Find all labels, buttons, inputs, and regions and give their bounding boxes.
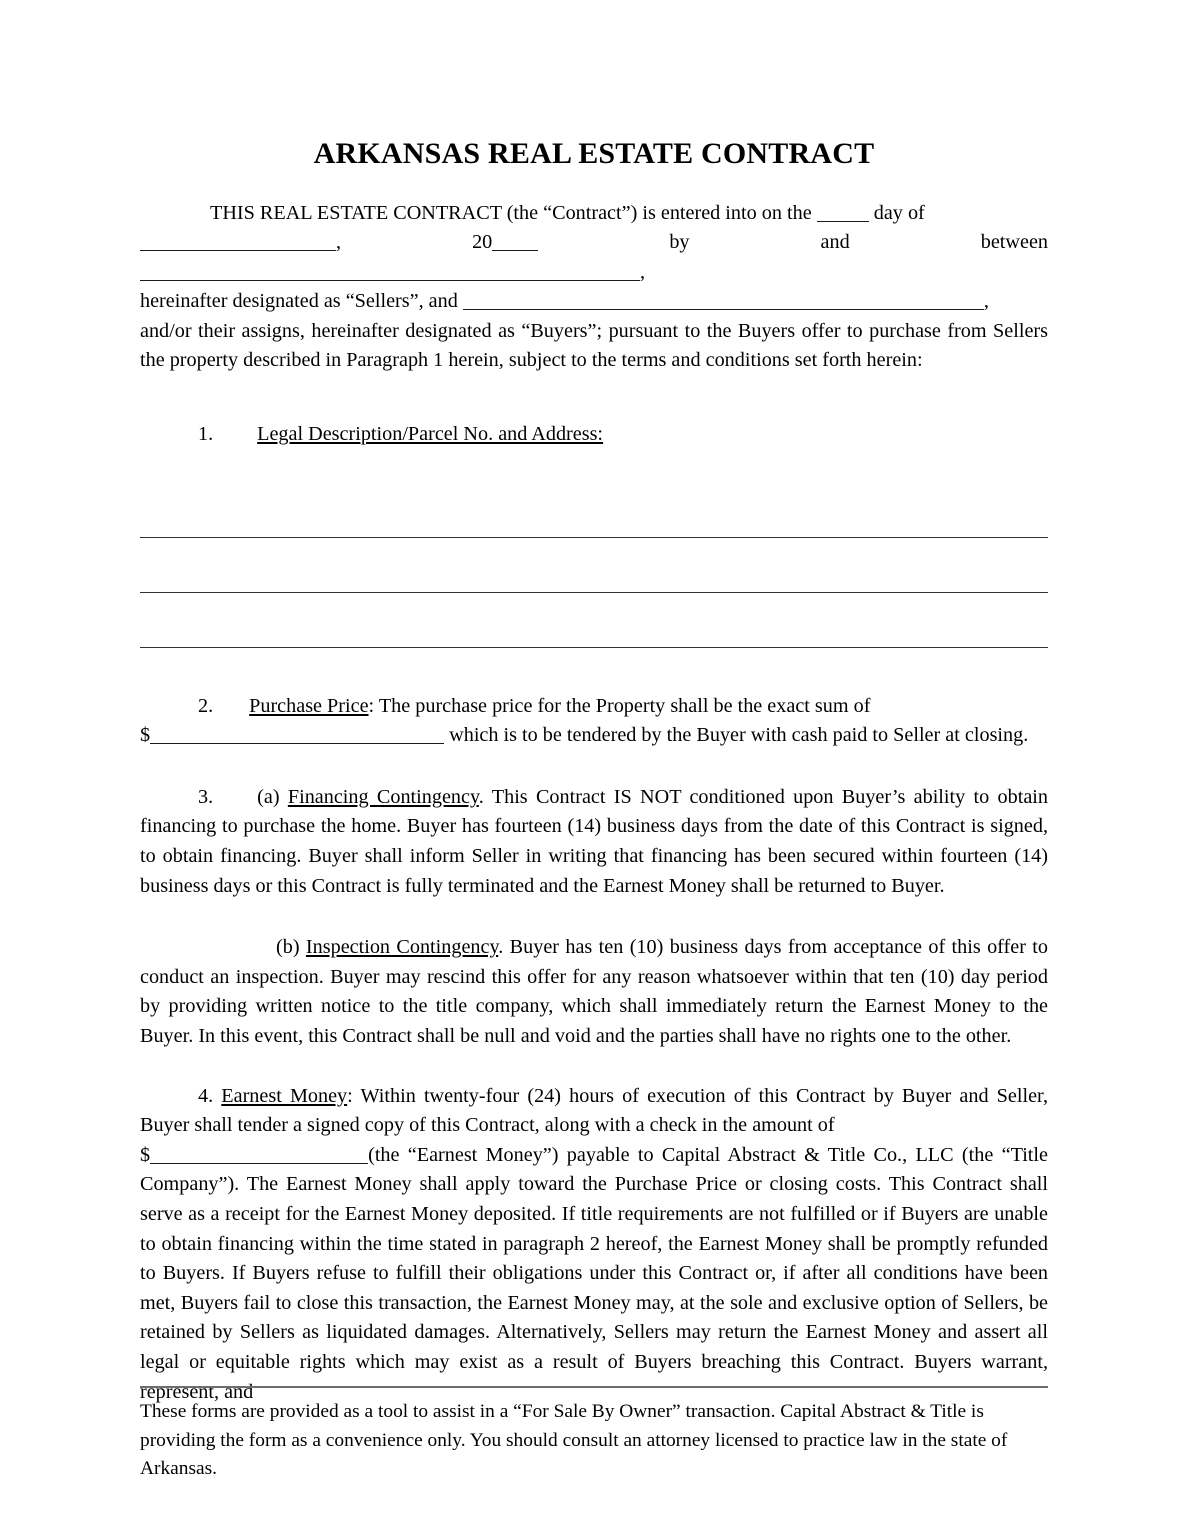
section-2-dollar-sign: $	[140, 724, 151, 747]
section-2-heading: Purchase Price	[249, 694, 369, 717]
section-2-body-after-blank: which is to be tendered by the Buyer with cash paid to Seller at closing.	[449, 724, 1029, 747]
intro-by-and-between: by and between	[669, 231, 1049, 254]
section-4-earnest-money	[140, 1082, 1048, 1408]
page-title: ARKANSAS REAL ESTATE CONTRACT	[313, 137, 875, 170]
section-3b-body: Buyer has ten (10) business days from acceptance of this offer to conduct an inspection. Buyer may rescind this offer for any reason whatsoever within that ten (10) day period by providing written notice to the title company, which shall immediately return the Earnest Money to the Buyer. In this event, this Contract shall be null and void and the parties shall have no rights one to the other.	[140, 936, 1049, 1047]
purchase-price-blank-field[interactable]	[150, 728, 444, 744]
section-2-purchase-price	[140, 692, 1048, 751]
section-3b-inspection-contingency	[140, 933, 1048, 1051]
section-3a-heading: Financing Contingency	[287, 785, 479, 808]
section-3b-sub-label: (b)	[276, 936, 300, 959]
footer	[140, 1386, 1048, 1484]
section-4-heading-suffix: :	[347, 1084, 353, 1107]
section-2-number: 2.	[198, 694, 214, 717]
document-content	[140, 0, 1048, 1407]
intro-day-of-label: day of	[873, 201, 925, 224]
section-4-heading: Earnest Money	[221, 1084, 348, 1107]
sellers-name-blank-field[interactable]	[140, 265, 640, 281]
section-4-body-before-blank: Within twenty-four (24) hours of execution of this Contract by Buyer and Seller, Buyer shall tender a signed copy of this Contract, along with a check in the amount of	[140, 1084, 1049, 1137]
section-3-number: 3.	[198, 785, 214, 808]
intro-lead-in: THIS REAL ESTATE CONTRACT (the “Contract”) is entered into on the	[210, 201, 812, 224]
section-4-number: 4.	[198, 1084, 214, 1107]
section-3a-body: This Contract IS NOT conditioned upon Buyer’s ability to obtain financing to purchase the home. Buyer has fourteen (14) business days from the date of this Contract is signed, to obtain financing. Buyer shall inform Seller in writing that financing has been secured within fourteen (14) business days or this Contract is fully terminated and the Earnest Money shall be returned to Buyer.	[140, 785, 1048, 897]
section-1-number: 1.	[198, 423, 214, 446]
intro-paragraph	[140, 199, 1048, 377]
section-4-body-after-blank: (the “Earnest Money”) payable to Capital Abstract & Title Co., LLC (the “Title Company”). The Earnest Money shall apply toward the Purchase Price or closing costs. This Contract shall serve as a receipt for the Earnest Money deposited. If title requirements are not fulfilled or if Buyers are unable to obtain financing within the time stated in paragraph 2 hereof, the Earnest Money shall be promptly refunded to Buyers. If Buyers refuse to fulfill their obligations under this Contract or, if after all conditions have been met, Buyers fail to close this transaction, the Earnest Money may, at the sole and exclusive option of Sellers, be retained by Sellers as liquidated damages. Alternatively, Sellers may return the Earnest Money and assert all legal or equitable rights which may exist as a result of Buyers breaching this Contract. Buyers warrant, represent, and	[140, 1143, 1048, 1403]
section-3a-sub-label: (a)	[257, 785, 280, 808]
legal-line-spacer-3	[140, 593, 1048, 647]
section-4-dollar-sign: $	[140, 1143, 151, 1166]
section-3a-heading-suffix: .	[478, 785, 484, 808]
section-3b-heading: Inspection Contingency	[305, 936, 499, 959]
legal-line-spacer-1	[140, 484, 1048, 537]
spacer-after-section-2	[140, 751, 1048, 783]
spacer-after-intro	[140, 376, 1048, 420]
section-3b-heading-suffix: .	[498, 936, 504, 959]
section-2-body-before-blank: The purchase price for the Property shall be the exact sum of	[378, 694, 871, 717]
section-1-heading: Legal Description/Parcel No. and Address:	[257, 423, 604, 446]
footer-disclaimer: These forms are provided as a tool to assist in a “For Sale By Owner” transaction. Capital Abstract & Title is providing the form as a convenience only. You should consult an attorney licensed to practice law in the state of Arkansas.	[140, 1401, 1008, 1480]
intro-comma-2: ,	[983, 290, 989, 313]
spacer-after-section-3b	[140, 1052, 1048, 1082]
section-3a-financing-contingency	[140, 783, 1048, 901]
section-1-heading-line	[140, 420, 1048, 450]
intro-continuation: and/or their assigns, hereinafter designated as “Buyers”; pursuant to the Buyers offer to purchase from Sellers the property described in Paragraph 1 herein, subject to the terms and conditions set forth herein:	[140, 319, 1048, 372]
intro-comma-1: ,	[640, 260, 646, 283]
intro-comma-twenty: , 20	[336, 231, 493, 254]
section-2-heading-suffix: :	[368, 694, 375, 717]
earnest-money-blank-field[interactable]	[150, 1148, 368, 1164]
legal-description-fill-area	[140, 484, 1048, 648]
intro-hereinafter-sellers: hereinafter designated as “Sellers”, and	[140, 290, 458, 313]
year-blank-field[interactable]	[492, 235, 538, 251]
buyers-name-blank-field[interactable]	[463, 294, 984, 310]
month-blank-field[interactable]	[140, 235, 336, 251]
legal-line-spacer-2	[140, 538, 1048, 592]
day-blank-field[interactable]	[817, 206, 869, 222]
spacer-after-section-1	[140, 648, 1048, 692]
spacer-after-section-3a	[140, 901, 1048, 933]
